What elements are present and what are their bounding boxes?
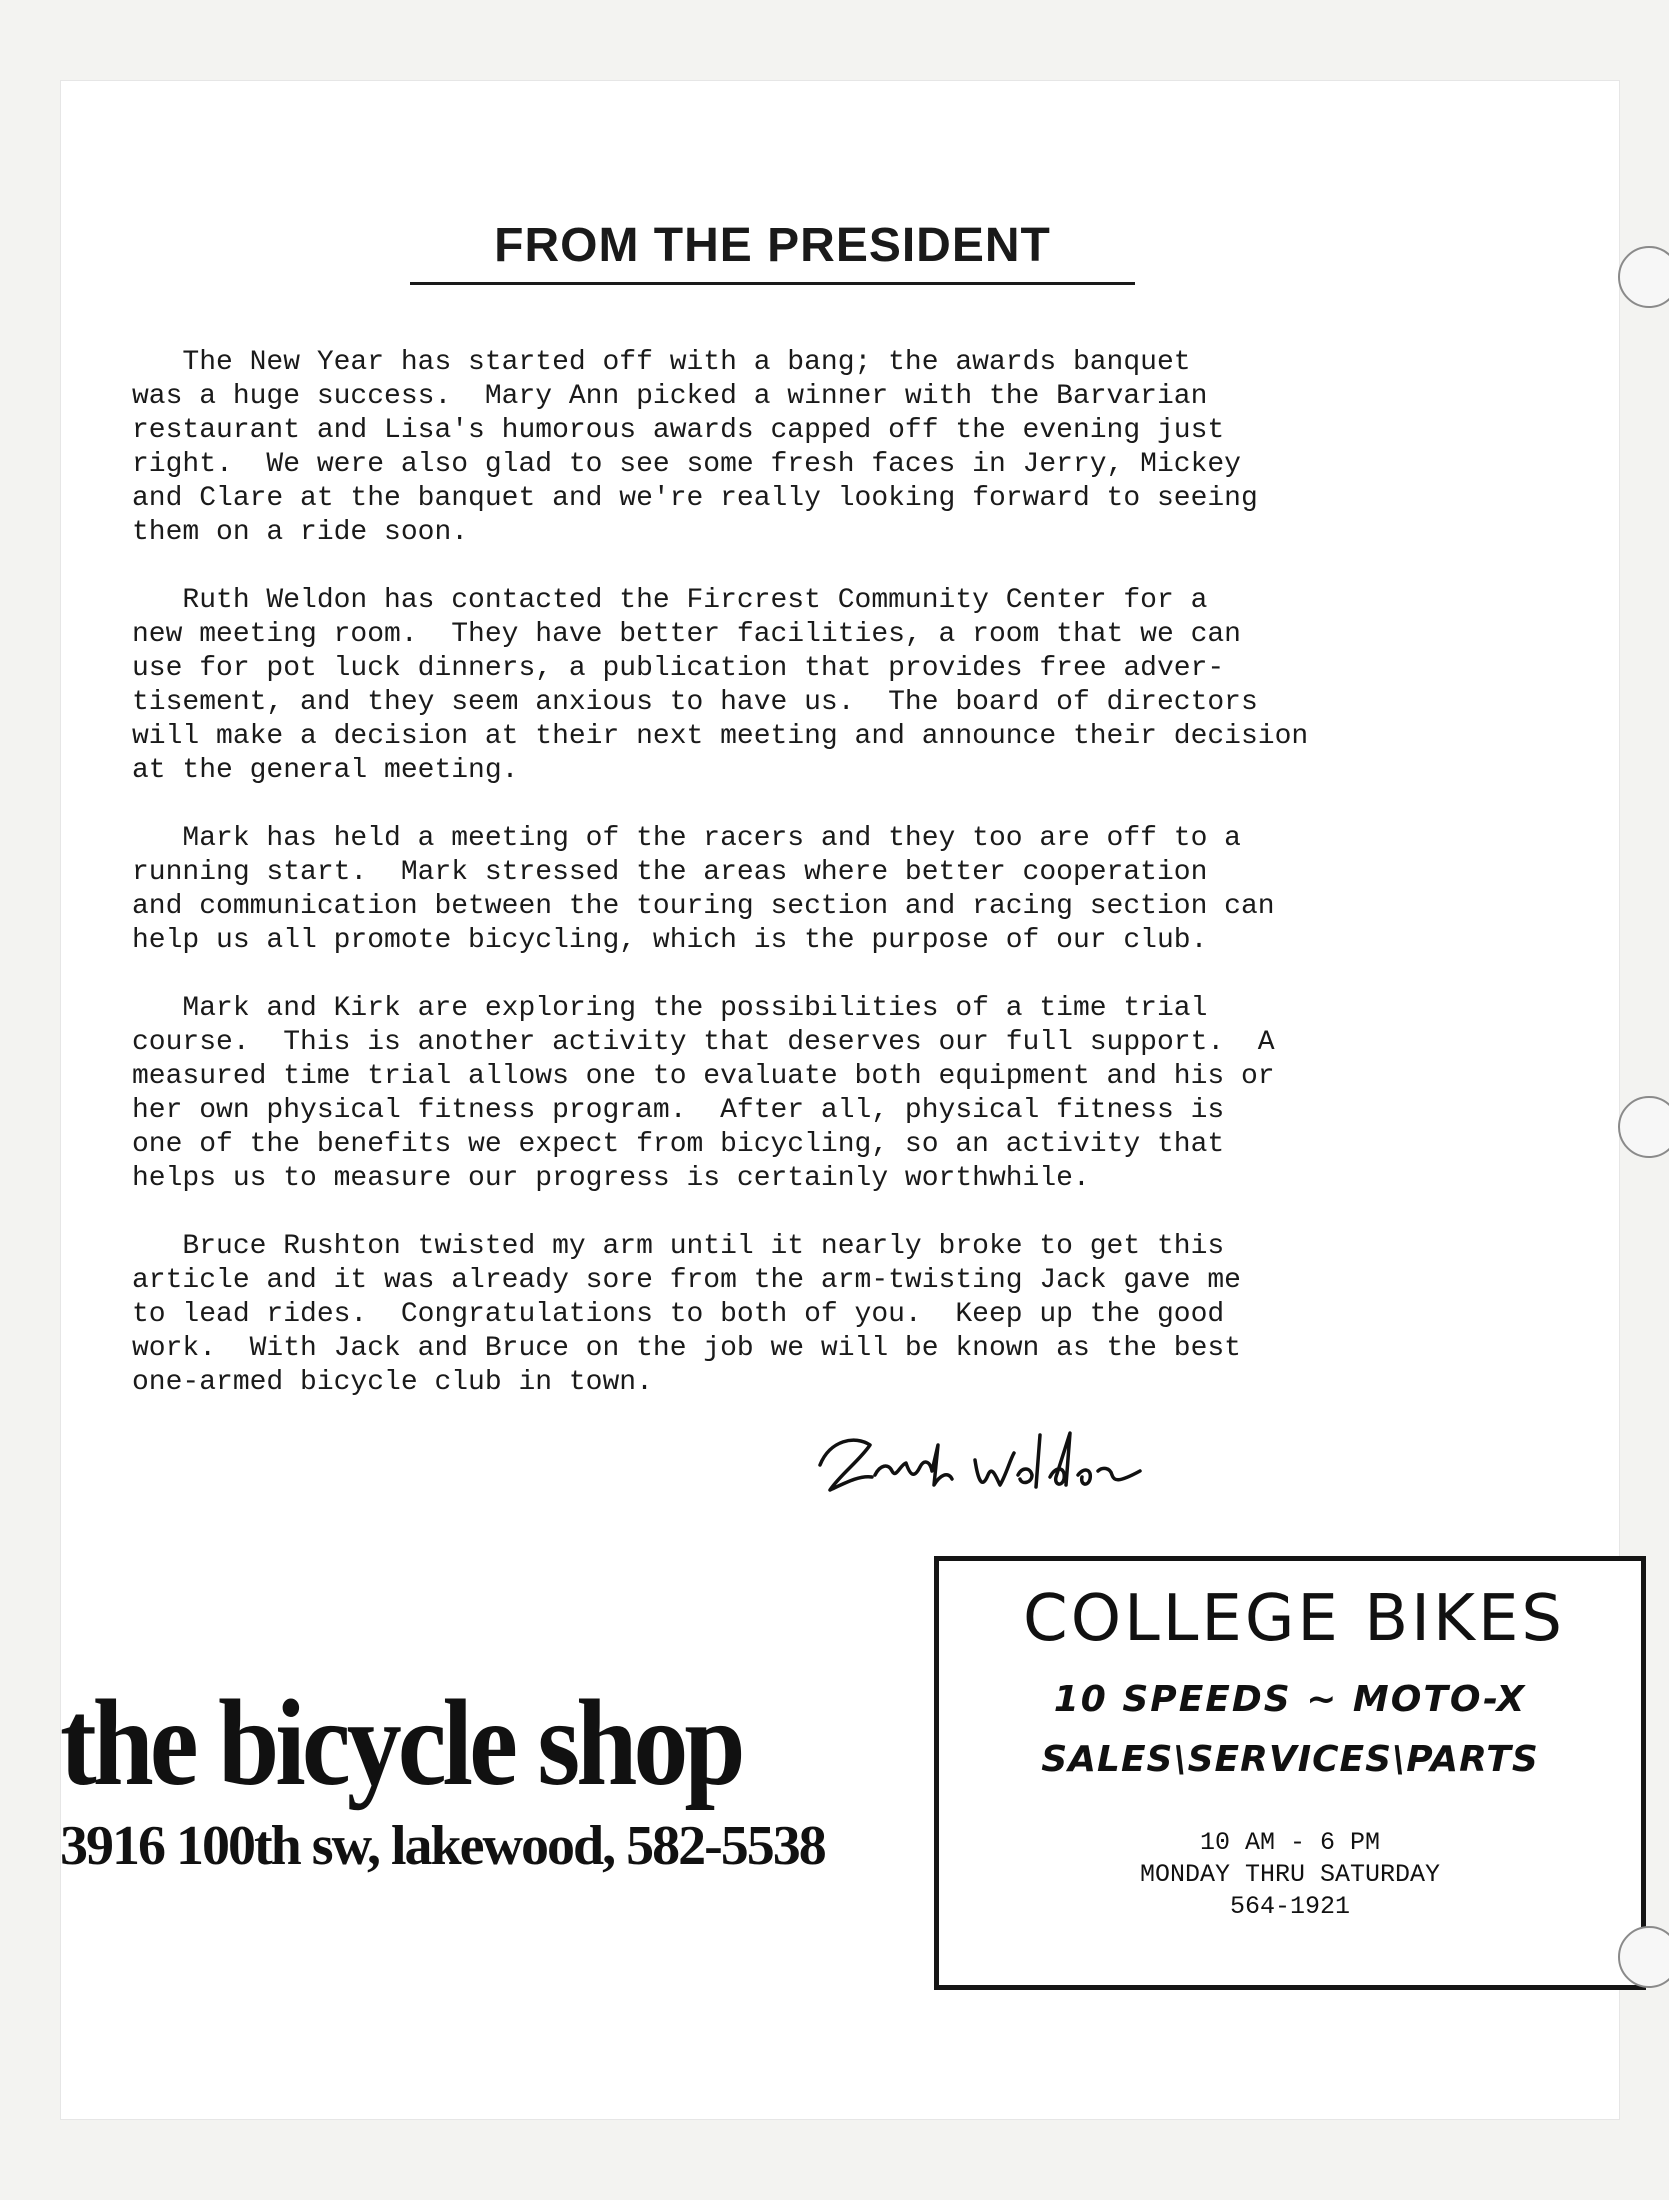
ad-title: COLLEGE BIKES (1023, 1582, 1565, 1656)
ad-hours: 10 AM - 6 PM (1199, 1828, 1381, 1857)
title-underline (410, 282, 1135, 285)
signature-scrawl-icon (800, 1405, 1220, 1525)
page-title: FROM THE PRESIDENT (494, 219, 1051, 272)
binder-hole-middle-icon (1618, 1096, 1669, 1158)
ad-phone: 564-1921 (1229, 1892, 1351, 1921)
ad-line-services: SALES\SERVICES\PARTS (1041, 1739, 1539, 1780)
paragraph-2: Ruth Weldon has contacted the Fircrest Community Center for a new meeting room. They have better facilities, a room that we can use for pot luck dinners, a publication that provides free adver- tisement, and they seem anxious to have us. The board of directors will make a decision at their next meeting and announce their decision at the general meeting. (132, 585, 1309, 786)
ad-days: MONDAY THRU SATURDAY (1139, 1860, 1441, 1889)
letter-body (132, 346, 1552, 1434)
paragraph-5: Bruce Rushton twisted my arm until it nearly broke to get this article and it was already sore from the arm-twisting Jack gave me to lead rides. Congratulations to both of you. Keep up the good work. With Jack and Bruce on the job we will be known as the best one-armed bicycle club in town. (132, 1231, 1241, 1398)
bicycle-shop-ad (60, 1674, 940, 1878)
paragraph-4: Mark and Kirk are exploring the possibilities of a time trial course. This is another activity that deserves our full support. A measured time trial allows one to evaluate both equipment and his or her own physical fitness program. After all, physical fitness is one of the benefits we expect from bicycling, so an activity that helps us to measure our progress is certainly worthwhile. (132, 993, 1275, 1194)
binder-hole-top-icon (1618, 246, 1669, 308)
shop-address: 3916 100th sw, lakewood, 582-5538 (60, 1815, 825, 1877)
shop-name: the bicycle shop (60, 1674, 742, 1812)
ad-line-speeds: 10 SPEEDS ~ MOTO-X (1053, 1679, 1527, 1720)
paragraph-3: Mark has held a meeting of the racers and they too are off to a running start. Mark stressed the areas where better cooperation and communication between the touring section and racing section can help us all promote bicycling, which is the purpose of our club. (132, 823, 1275, 956)
signature (800, 1405, 1220, 1525)
paragraph-1: The New Year has started off with a bang; the awards banquet was a huge success. Mary Ann picked a winner with the Barvarian restaurant and Lisa's humorous awards capped off the evening just right. We were also glad to see some fresh faces in Jerry, Mickey and Clare at the banquet and we're really looking forward to seeing them on a ride soon. (132, 347, 1258, 548)
college-bikes-ad (934, 1556, 1646, 1990)
